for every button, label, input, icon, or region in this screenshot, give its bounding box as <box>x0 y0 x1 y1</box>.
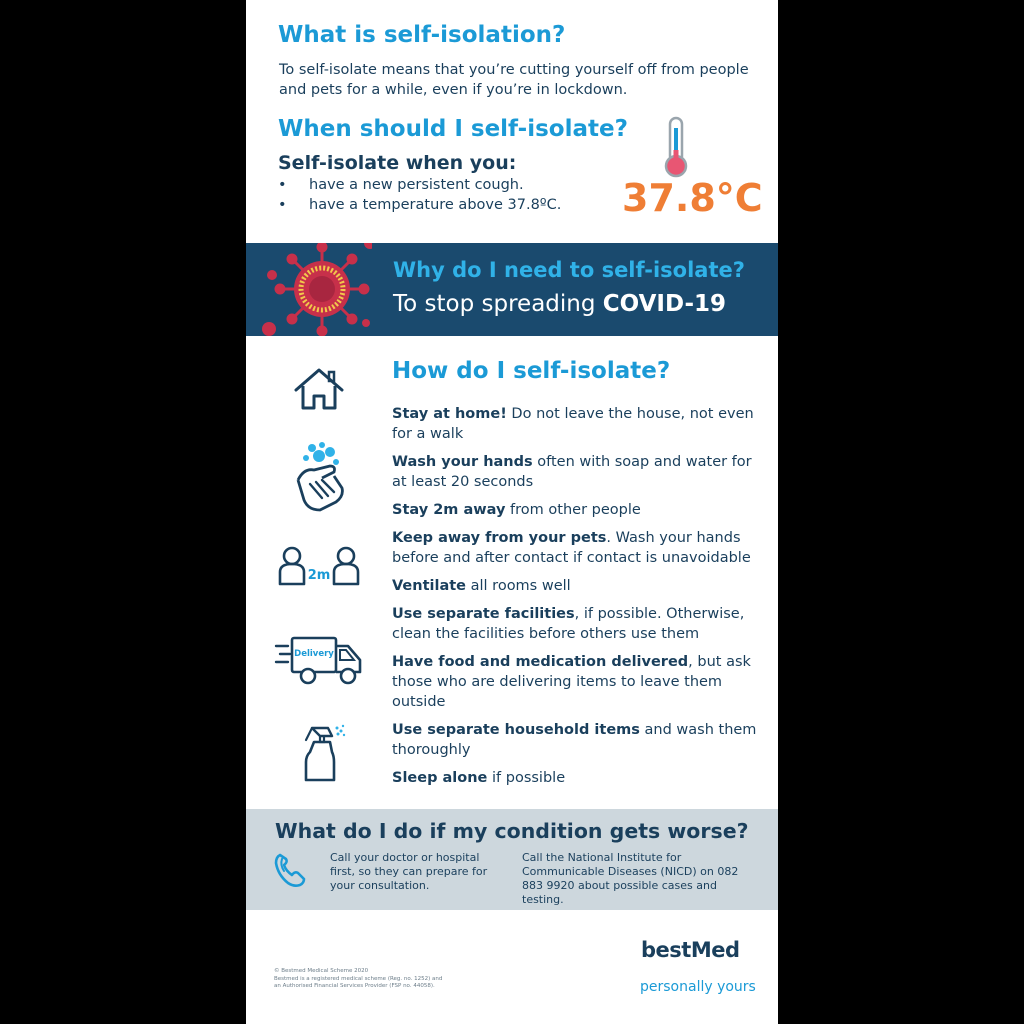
banner-title: Why do I need to self-isolate? <box>393 258 745 282</box>
item-text: and wash them thoroughly <box>392 722 757 758</box>
banner-subtitle-text: To stop spreading <box>393 291 603 317</box>
temperature-value: 37.8°C <box>622 176 763 220</box>
item-text: . Wash your hands before and after contact if contact is unavoidable <box>392 530 751 566</box>
section-subtitle-when: Self-isolate when you: <box>278 152 517 174</box>
delivery-truck-icon <box>274 632 364 688</box>
copyright-line: an Authorised Financial Services Provider (FSP no. 44058). <box>274 983 435 989</box>
virus-icon <box>262 243 372 336</box>
section-title-what: What is self-isolation? <box>278 22 566 48</box>
symptom-list <box>276 175 606 215</box>
list-item <box>392 452 764 492</box>
worse-advice-nicd: Call the National Institute for Communicable Diseases (NICD) on 082 883 9920 about possible cases and testing. <box>522 851 739 906</box>
worse-condition-title: What do I do if my condition gets worse? <box>275 819 749 843</box>
why-banner <box>246 243 778 336</box>
banner-subtitle <box>393 291 726 317</box>
list-item <box>392 500 764 520</box>
hand-wash-icon <box>292 440 350 516</box>
infographic-poster <box>246 0 778 1024</box>
item-bold: Use separate facilities <box>392 606 575 622</box>
list-item <box>392 768 764 788</box>
phone-icon <box>274 851 308 889</box>
item-bold: Keep away from your pets <box>392 530 607 546</box>
list-item <box>392 604 764 644</box>
list-item: • have a new persistent cough. <box>276 175 606 195</box>
section-title-how: How do I self-isolate? <box>392 358 671 384</box>
list-item <box>392 652 764 712</box>
list-item: • have a temperature above 37.8ºC. <box>276 195 606 215</box>
item-text: often with soap and water for at least 20 seconds <box>392 454 752 490</box>
item-bold: Stay at home! <box>392 406 507 422</box>
item-text: , but ask those who are delivering items to leave them outside <box>392 654 751 710</box>
worse-advice-doctor: Call your doctor or hospital first, so they can prepare for your consultation. <box>330 851 488 892</box>
tagline: personally yours <box>640 979 756 995</box>
thermometer-icon <box>656 116 696 180</box>
item-bold: Use separate household items <box>392 722 640 738</box>
spray-bottle-icon <box>298 722 346 784</box>
logo-text: bestMed <box>641 938 740 962</box>
item-bold: Ventilate <box>392 578 467 594</box>
item-bold: Sleep alone <box>392 770 488 786</box>
delivery-label: Delivery <box>294 649 334 659</box>
item-bold: Have food and medication delivered <box>392 654 689 670</box>
list-item <box>392 720 764 760</box>
copyright-notice <box>274 968 474 991</box>
item-bold: Wash your hands <box>392 454 533 470</box>
worse-condition-panel <box>246 809 778 910</box>
section-title-when: When should I self-isolate? <box>278 116 628 142</box>
list-item <box>392 404 764 444</box>
copyright-line: © Bestmed Medical Scheme 2020 <box>274 968 369 974</box>
how-list <box>392 404 764 796</box>
list-item <box>392 576 764 596</box>
section-text-what: To self-isolate means that you’re cutting yourself off from people and pets for a while, even if you’re in lockdown. <box>279 62 749 98</box>
item-text: , if possible. Otherwise, clean the facilities before others use them <box>392 606 745 642</box>
item-bold: Stay 2m away <box>392 502 506 518</box>
social-distance-icon <box>276 544 362 588</box>
item-text: Do not leave the house, not even for a walk <box>392 406 754 442</box>
item-text: all rooms well <box>466 578 571 594</box>
copyright-line: Bestmed is a registered medical scheme (Reg. no. 1252) and <box>274 975 443 982</box>
item-text: if possible <box>487 770 566 786</box>
house-icon <box>292 364 346 414</box>
item-text: from other people <box>505 502 641 518</box>
distance-label: 2m <box>307 568 331 583</box>
list-item <box>392 528 764 568</box>
banner-subtitle-bold: COVID-19 <box>602 291 727 317</box>
bestmed-logo <box>641 938 751 970</box>
